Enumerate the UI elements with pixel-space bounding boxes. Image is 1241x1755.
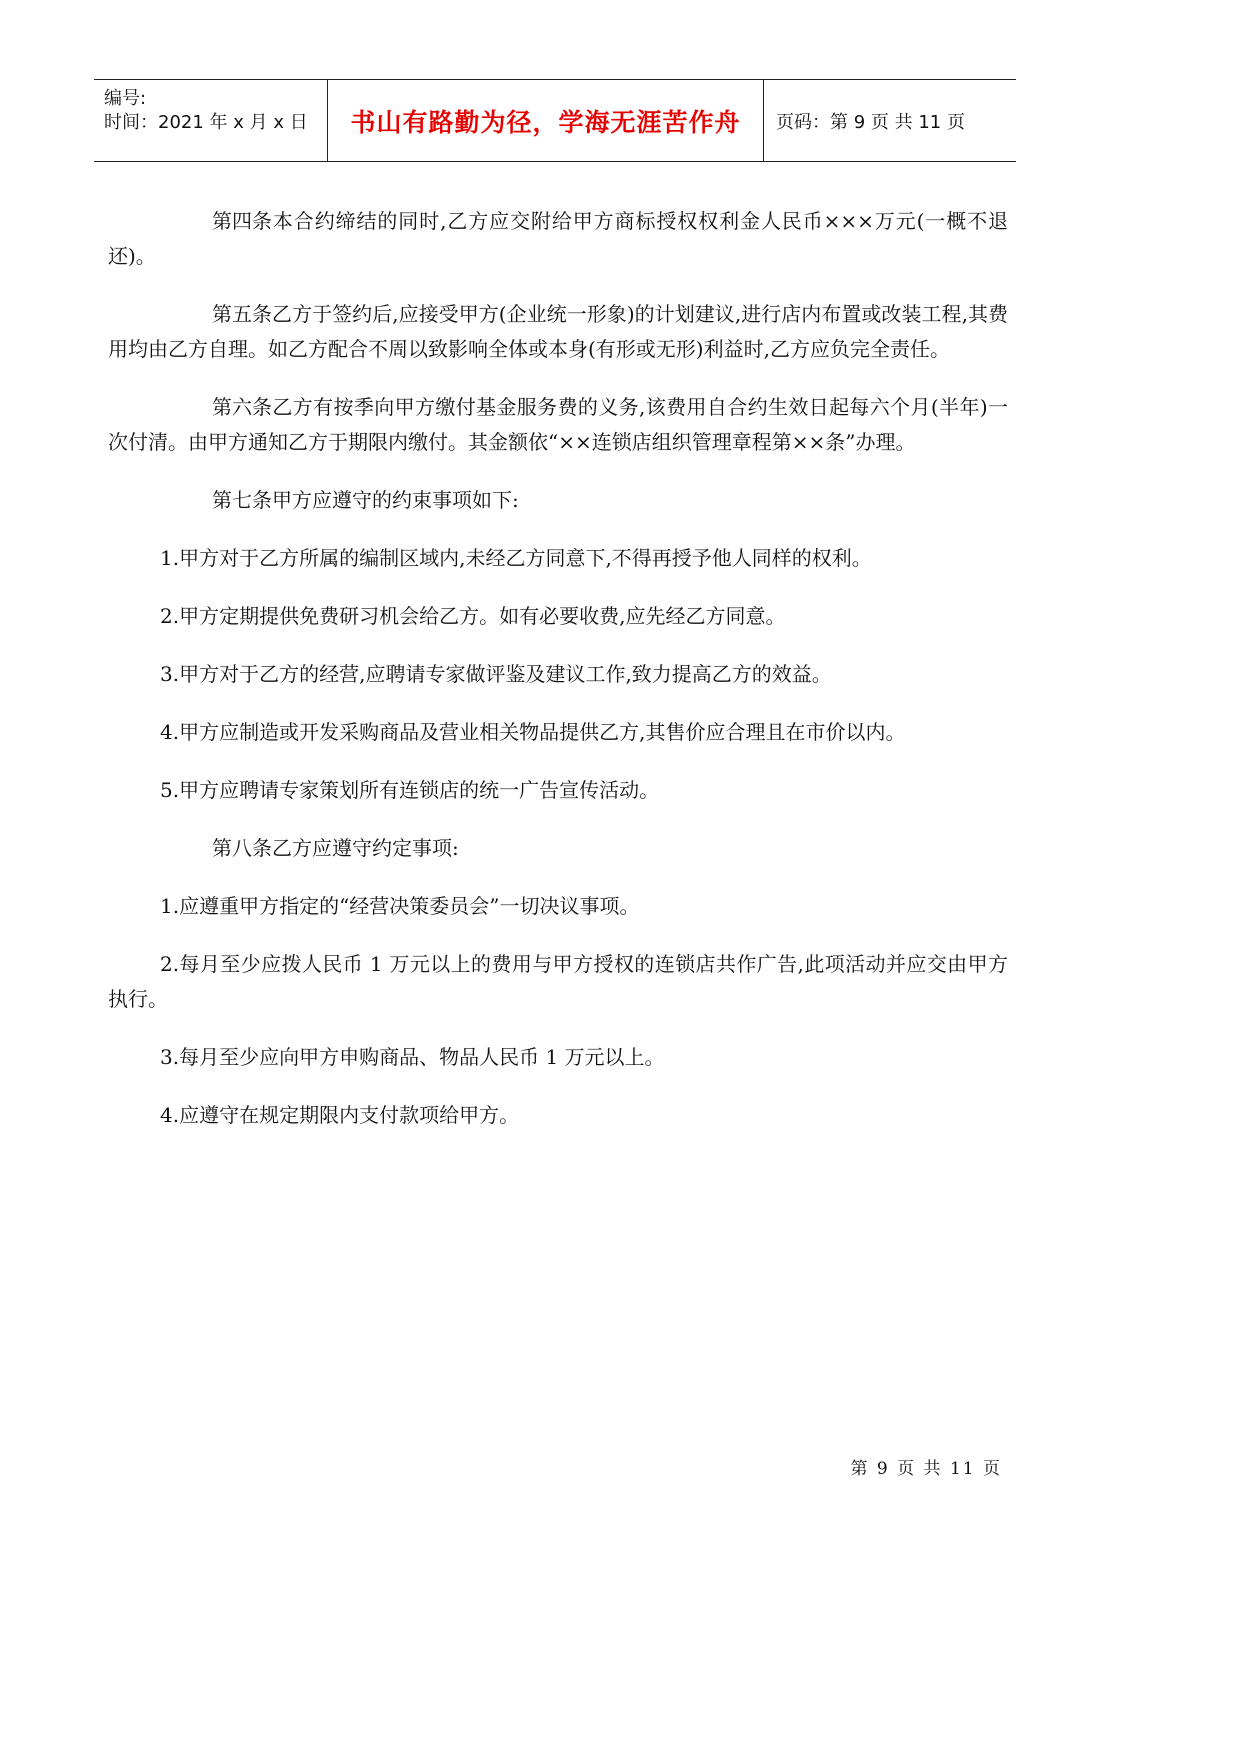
article-text: 本合约缔结的同时,乙方应交附给甲方商标授权权利金人民币×××万元(一概不退还)。 [108,209,1008,268]
article-text: 乙方有按季向甲方缴付基金服务费的义务,该费用自合约生效日起每六个月(半年)一次付清。由甲方通知乙方于期限内缴付。其金额依“××连锁店组织管理章程第××条”办理。 [108,395,1008,454]
article-text: 乙方于签约后,应接受甲方(企业统一形象)的计划建议,进行店内布置或改装工程,其费用均由乙方自理。如乙方配合不周以致影响全体或本身(有形或无形)利益时,乙方应负完全责任。 [108,302,1008,361]
header-middle-cell [328,80,764,161]
article-8 [108,831,1008,866]
article-8-item: 1.应遵重甲方指定的“经营决策委员会”一切决议事项。 [160,894,640,918]
article-label: 第四条 [212,209,272,233]
time-text: 时间：2021 年 x 月 x 日 [104,112,308,133]
article-7-item: 5.甲方应聘请专家策划所有连锁店的统一广告宣传活动。 [160,778,660,802]
article-7-item: 1.甲方对于乙方所属的编制区域内,未经乙方同意下,不得再授予他人同样的权利。 [160,546,872,570]
article-text: 乙方应遵守约定事项: [272,836,459,860]
article-8-item: 2.每月至少应拨人民币 1 万元以上的费用与甲方授权的连锁店共作广告,此项活动并应交由甲方执行。 [108,952,1008,1011]
article-text: 甲方应遵守的约束事项如下: [272,488,519,512]
document-header [94,79,1016,162]
article-4 [108,204,1008,274]
document-body [108,204,1008,1156]
article-7-item: 4.甲方应制造或开发采购商品及营业相关物品提供乙方,其售价应合理且在市价以内。 [160,720,906,744]
article-8-item: 4.应遵守在规定期限内支付款项给甲方。 [160,1103,520,1127]
article-8-item: 3.每月至少应向甲方申购商品、物品人民币 1 万元以上。 [160,1045,665,1069]
motto-text: 书山有路勤为径，学海无涯苦作舟 [350,107,741,137]
article-7 [108,483,1008,518]
article-6 [108,390,1008,460]
article-7-item: 2.甲方定期提供免费研习机会给乙方。如有必要收费,应先经乙方同意。 [160,604,786,628]
article-label: 第五条 [212,302,272,326]
article-label: 第八条 [212,836,272,860]
page-code: 页码：第 9 页 共 11 页 [776,111,965,133]
serial-label: 编号: [104,88,147,109]
header-left-cell [94,80,328,161]
article-label: 第七条 [212,488,272,512]
article-7-item: 3.甲方对于乙方的经营,应聘请专家做评鉴及建议工作,致力提高乙方的效益。 [160,662,832,686]
article-5 [108,297,1008,367]
page-footer: 第 9 页 共 11 页 [850,1459,1002,1479]
header-right-cell [764,80,1016,161]
article-label: 第六条 [212,395,272,419]
